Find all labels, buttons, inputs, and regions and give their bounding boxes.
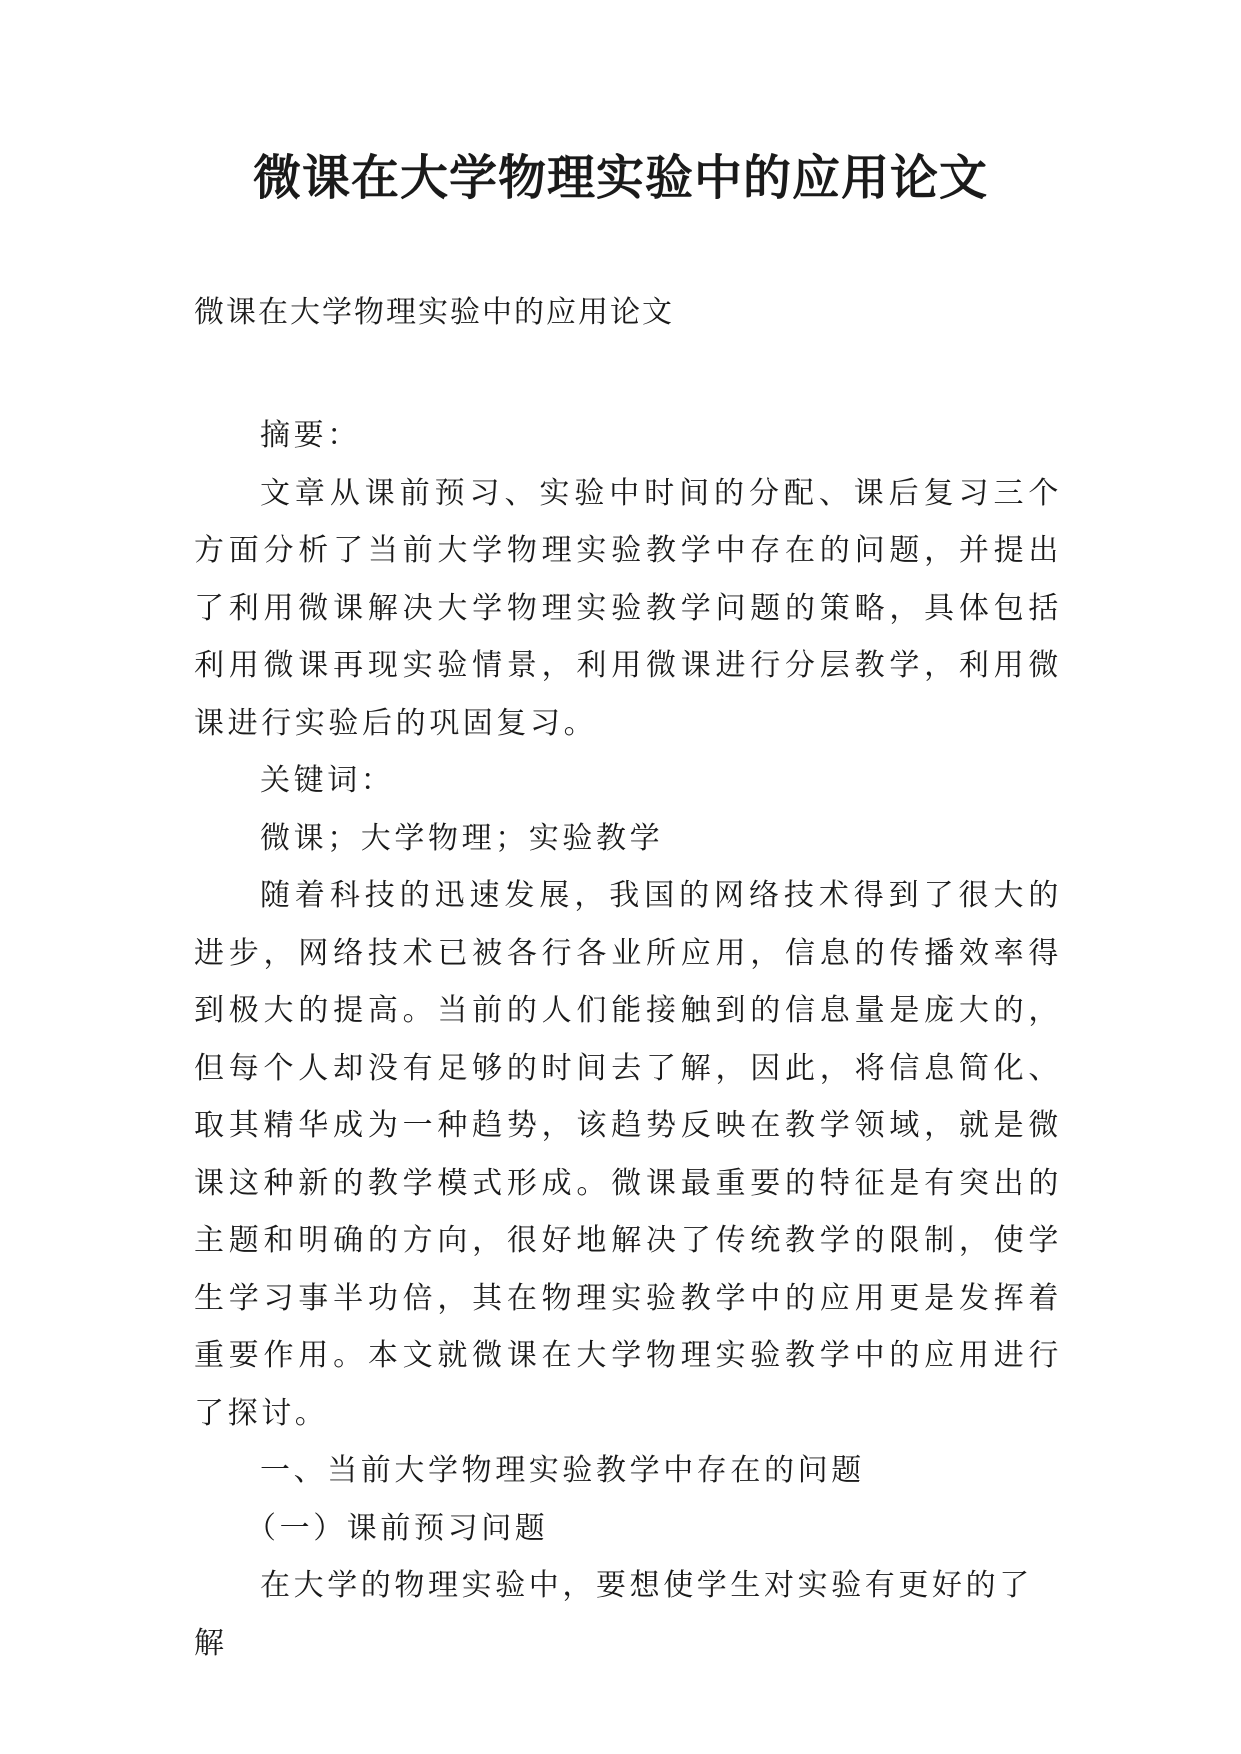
keywords-label: 关键词： <box>260 763 395 798</box>
document-body <box>194 407 1062 1672</box>
body-paragraph: 在大学的物理实验中，要想使学生对实验有更好的了解 <box>194 1568 1033 1661</box>
document-title: 微课在大学物理实验中的应用论文 <box>252 150 988 206</box>
intro-paragraph: 随着科技的迅速发展，我国的网络技术得到了很大的进步，网络技术已被各行各业所应用，信息的传播效率得到极大的提高。当前的人们能接触到的信息量是庞大的，但每个人却没有足够的时间去了解，因此，将信息简化、取其精华成为一种趋势，该趋势反映在教学领域，就是微课这种新的教学模式形成。微课最重要的特征是有突出的主题和明确的方向，很好地解决了传统教学的限制，使学生学习事半功倍，其在物理实验教学中的应用更是发挥着重要作用。本文就微课在大学物理实验教学中的应用进行了探讨。 <box>194 878 1062 1431</box>
abstract-paragraph: 文章从课前预习、实验中时间的分配、课后复习三个方面分析了当前大学物理实验教学中存在的问题，并提出了利用微课解决大学物理实验教学问题的策略，具体包括利用微课再现实验情景，利用微课进行分层教学，利用微课进行实验后的巩固复习。 <box>194 475 1062 741</box>
document-subtitle: 微课在大学物理实验中的应用论文 <box>194 295 674 330</box>
keywords-paragraph: 微课；大学物理；实验教学 <box>260 820 664 856</box>
subsection-heading: （一）课前预习问题 <box>246 1510 549 1546</box>
abstract-label: 摘要： <box>260 418 361 453</box>
section-heading: 一、当前大学物理实验教学中存在的问题 <box>260 1453 865 1488</box>
